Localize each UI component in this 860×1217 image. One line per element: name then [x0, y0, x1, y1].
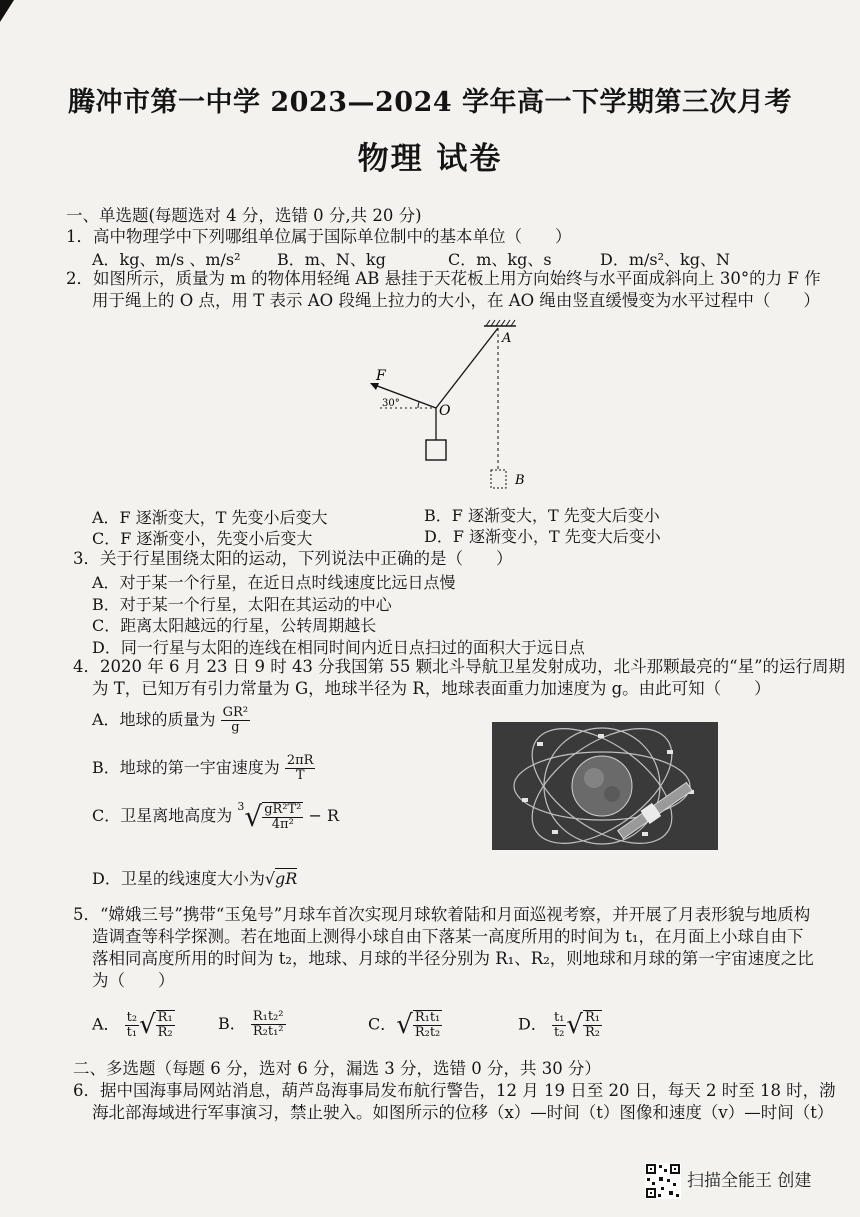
- q3-option-c: C．距离太阳越远的行星，公转周期越长: [92, 616, 377, 635]
- q4-option-d-expr: gR: [275, 869, 298, 888]
- q5-option-b-label: B．: [218, 1014, 246, 1033]
- beidou-satellite-image: [492, 722, 718, 850]
- earth-globe: [572, 756, 632, 816]
- label-f: F: [376, 368, 386, 384]
- q4-option-a-fraction: [221, 706, 250, 735]
- q2-option-a: A．F 逐渐变大，T 先变小后变大: [92, 508, 328, 527]
- q6-stem-line2: 海北部海域进行军事演习，禁止驶入。如图所示的位移（x）—时间（t）图像和速度（v）—时间（t）: [92, 1103, 834, 1122]
- radical-sign: √: [264, 869, 276, 888]
- watermark-text: 扫描全能王 创建: [687, 1171, 812, 1191]
- rope-ao: [436, 328, 498, 408]
- q1-option-b: B．m、N、kg: [277, 250, 386, 269]
- q5-option-d-label: D．: [518, 1014, 547, 1034]
- q2-option-b: B．F 逐渐变大，T 先变大后变小: [424, 506, 660, 525]
- q1-option-d: D．m/s²、kg、N: [600, 250, 730, 269]
- q5-option-c-fraction: [413, 1010, 442, 1040]
- q4-option-b-fraction: [285, 754, 316, 783]
- frac-num: R₁t₁: [414, 1010, 441, 1025]
- q3-option-d: D．同一行星与太阳的连线在相同时间内近日点扫过的面积大于远日点: [92, 638, 585, 657]
- ceiling-hatch: [486, 320, 515, 326]
- q5-option-d-fraction: [552, 1011, 566, 1040]
- q5-option-a: [92, 1010, 175, 1040]
- label-b: B: [515, 473, 525, 488]
- label-angle: 30°: [382, 398, 400, 409]
- q4-option-b: [92, 754, 315, 783]
- q3-stem: 3．关于行星围绕太阳的运动，下列说法中正确的是（ ）: [73, 549, 513, 568]
- q5-option-d: [518, 1010, 602, 1040]
- frac-den: 4π²: [271, 816, 294, 832]
- frac-den: R₂: [584, 1025, 600, 1040]
- frac-den: T: [295, 768, 305, 783]
- radical-sign: √: [139, 1010, 156, 1040]
- q4-option-d: [92, 866, 297, 889]
- q4-option-b-prefix: B．地球的第一宇宙速度为: [92, 758, 280, 777]
- q4-option-a-prefix: A．地球的质量为: [92, 710, 216, 729]
- q4-stem-line1: 4．2020 年 6 月 23 日 9 时 43 分我国第 55 颗北斗导航卫星发射成功，北斗那颗最亮的“星”的运行周期: [73, 657, 846, 676]
- section-1-heading: 一、单选题(每题选对 4 分，选错 0 分,共 20 分): [66, 206, 422, 225]
- cube-root-index: 3: [237, 800, 245, 813]
- q1-option-c: C．m、kg、s: [448, 250, 552, 269]
- section-2-heading: 二、多选题（每题 6 分，选对 6 分，漏选 3 分，选错 0 分，共 30 分）: [73, 1059, 601, 1078]
- q4-option-c: [92, 800, 339, 833]
- q2-stem-line1: 2．如图所示，质量为 m 的物体用轻绳 AB 悬挂于天花板上用方向始终与水平面成斜向上 30°的力 F 作: [66, 269, 821, 288]
- q4-option-d-prefix: D．卫星的线速度大小为: [92, 869, 265, 888]
- frac-num: 2πR: [286, 753, 314, 768]
- frac-num: R₁: [584, 1010, 600, 1025]
- frac-den: g: [231, 720, 240, 735]
- q5-stem-line3: 落相同高度所用的时间为 t₂，地球、月球的半径分别为 R₁、R₂，则地球和月球的第一宇宙速度之比: [92, 949, 814, 968]
- hanging-mass: [426, 440, 446, 460]
- q2-force-diagram: [360, 318, 560, 498]
- qr-code-icon: [645, 1163, 681, 1199]
- frac-num: GR²: [222, 705, 249, 720]
- q4-option-c-prefix: C．卫星离地高度为: [92, 806, 233, 825]
- frac-num: gR²T²: [264, 801, 302, 817]
- frac-den: t₂: [553, 1024, 565, 1040]
- frac-den: R₂: [157, 1025, 173, 1040]
- q1-stem: 1．高中物理学中下列哪组单位属于国际单位制中的基本单位（ ）: [66, 227, 572, 246]
- radical-sign: √: [396, 1010, 413, 1040]
- q5-option-d-root-fraction: [583, 1010, 602, 1040]
- frac-num: t₂: [126, 1009, 138, 1025]
- exam-subtitle: 物理 试卷: [357, 141, 503, 177]
- q5-option-c-label: C．: [368, 1014, 397, 1034]
- frac-den: R₂t₁²: [252, 1024, 284, 1039]
- q6-stem-line1: 6．据中国海事局网站消息，葫芦岛海事局发布航行警告，12 月 19 日至 20 日，每天 2 时至 18 时，渤: [73, 1081, 836, 1100]
- q5-stem-line4: 为（ ）: [92, 971, 175, 990]
- frac-den: t₁: [126, 1024, 138, 1040]
- q5-stem-line1: 5．“嫦娥三号”携带“玉兔号”月球车首次实现月球软着陆和月面巡视考察，并开展了月表形貌与地质构: [73, 905, 811, 924]
- label-a: A: [502, 331, 512, 346]
- q5-option-b: [218, 1010, 286, 1039]
- q5-option-b-fraction: [251, 1010, 286, 1039]
- camscanner-watermark: [645, 1163, 811, 1199]
- q5-option-c: [368, 1010, 442, 1040]
- q3-option-b: B．对于某一个行星，太阳在其运动的中心: [92, 595, 392, 614]
- q2-stem-line2: 用于绳上的 O 点，用 T 表示 AO 段绳上拉力的大小，在 AO 绳由竖直缓慢变为水平过程中（ ）: [92, 291, 820, 310]
- q4-option-a: [92, 706, 250, 735]
- frac-num: R₁t₂²: [252, 1009, 284, 1024]
- q5-option-a-label: A．: [92, 1014, 120, 1034]
- frac-num: R₁: [157, 1010, 173, 1025]
- radical-sign: √: [566, 1010, 583, 1040]
- q2-option-d: D．F 逐渐变小，T 先变大后变小: [424, 527, 661, 546]
- q5-option-a-fraction: [125, 1011, 139, 1040]
- dashed-box-b: [491, 470, 506, 488]
- q4-option-c-fraction: [262, 802, 303, 832]
- satellite-illustration: [492, 722, 718, 850]
- frac-den: R₂t₂: [414, 1025, 441, 1040]
- q1-option-a: A．kg、m/s 、m/s²: [92, 250, 241, 269]
- frac-num: t₁: [553, 1009, 565, 1025]
- q4-option-c-suffix: − R: [308, 806, 340, 825]
- radical-sign: √: [244, 800, 263, 833]
- q5-option-a-root-fraction: [156, 1010, 175, 1040]
- q4-stem-line2: 为 T，已知万有引力常量为 G，地球半径为 R，地球表面重力加速度为 g。由此可知（ ）: [92, 679, 771, 698]
- exam-title: 腾冲市第一中学 2023—2024 学年高一下学期第三次月考: [67, 87, 793, 118]
- q5-stem-line2: 造调查等科学探测。若在地面上测得小球自由下落某一高度所用的时间为 t₁，在月面上小球自由下: [92, 927, 804, 946]
- angle-arc: [418, 402, 419, 408]
- scan-corner-mark: [0, 0, 14, 22]
- label-o: O: [439, 403, 451, 419]
- q3-option-a: A．对于某一个行星，在近日点时线速度比远日点慢: [92, 573, 456, 592]
- q2-option-c: C．F 逐渐变小，先变小后变大: [92, 529, 313, 548]
